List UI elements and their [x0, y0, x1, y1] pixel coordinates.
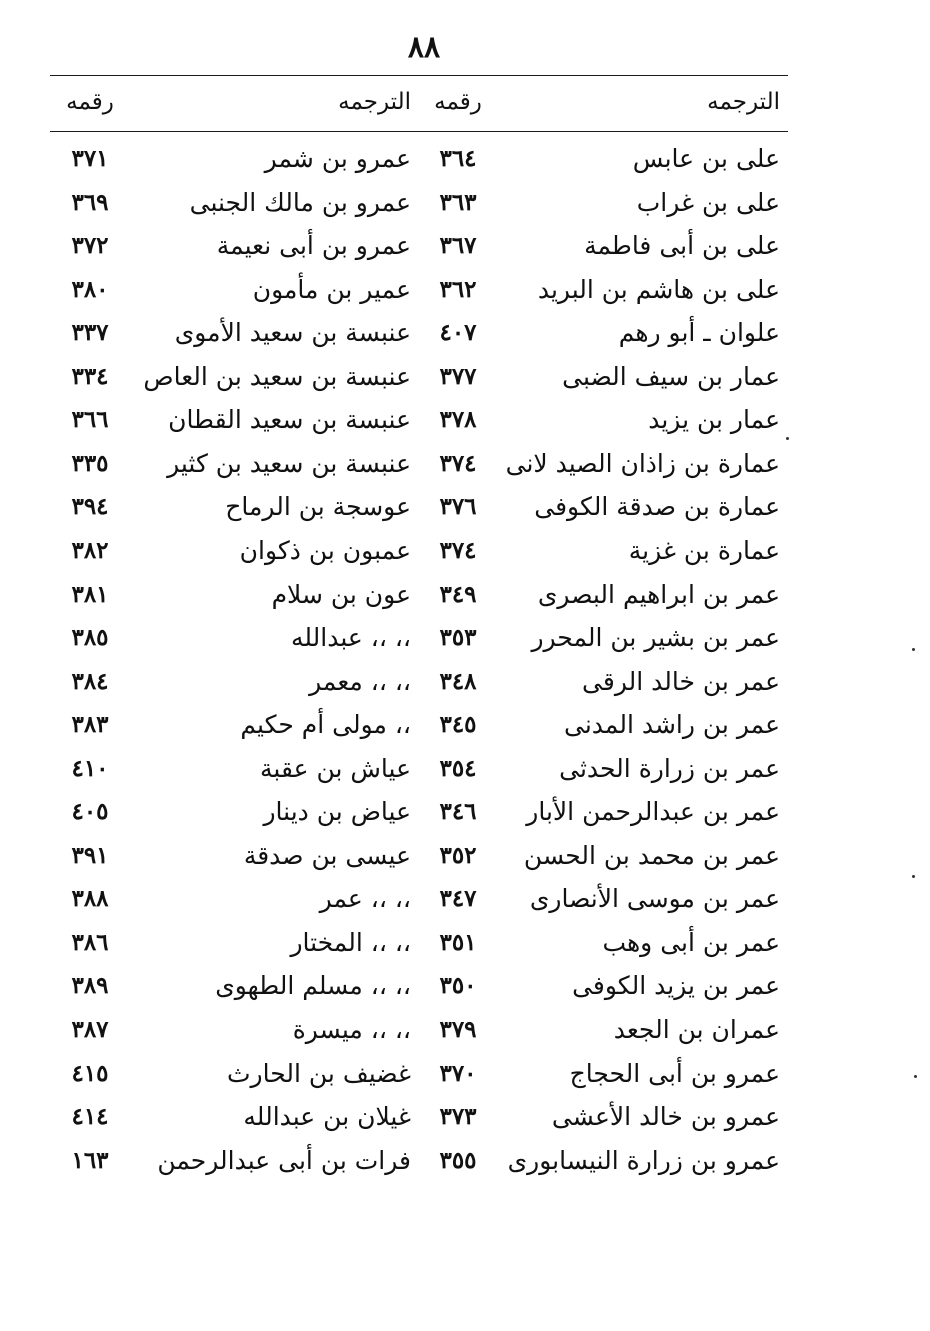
entry-number-right: ٣٧٠ — [439, 1059, 477, 1087]
entry-number-left: ٤١٠ — [71, 754, 109, 782]
entry-number-left: ٣٨٥ — [71, 624, 109, 651]
table-row — [50, 1010, 788, 1050]
entry-name-right: عمر بن عبدالرحمن الأبار — [526, 797, 780, 827]
entry-name-right: عمر بن بشير بن المحرر — [531, 623, 780, 652]
entry-number-left: ٣٨٠ — [71, 275, 109, 303]
entry-name-right: على بن عابس — [632, 144, 780, 173]
table-row — [50, 1097, 788, 1137]
entry-number-left: ٣٨٩ — [71, 972, 109, 1000]
entry-name-left: عنبسة بن سعيد بن العاص — [143, 361, 411, 391]
table-row — [50, 183, 788, 223]
entry-number-left: ٣٨٢ — [71, 537, 109, 564]
entry-name-right: عمار بن سيف الضبى — [562, 361, 780, 391]
table-row — [50, 662, 788, 702]
entry-number-left: ٣٨١ — [71, 580, 109, 608]
entry-name-left: غيلان بن عبدالله — [243, 1102, 411, 1132]
entry-number-right: ٣٧٩ — [439, 1016, 477, 1043]
entry-name-left: ،، ،، عبدالله — [291, 623, 411, 652]
entry-number-right: ٣٦٤ — [439, 145, 477, 172]
entry-name-right: عمرو بن أبى الحجاج — [569, 1058, 780, 1088]
table-row — [50, 313, 788, 353]
table-row — [50, 444, 788, 484]
entry-number-right: ٣٦٧ — [439, 232, 477, 260]
entry-number-left: ٣٧١ — [71, 145, 109, 172]
entry-number-left: ٤١٥ — [71, 1059, 109, 1087]
entry-name-right: عمرو بن زرارة النيسابورى — [507, 1145, 780, 1175]
entry-name-left: ،، ،، معمر — [309, 666, 411, 696]
entry-number-right: ٣٤٦ — [439, 798, 477, 826]
entry-name-left: عمرو بن شمر — [264, 144, 411, 173]
entry-name-right: علوان ـ أبو رهم — [618, 318, 780, 348]
entry-number-right: ٣٧٣ — [439, 1103, 477, 1131]
entry-name-right: عمر بن أبى وهب — [602, 927, 780, 957]
entry-number-right: ٣٦٣ — [439, 188, 477, 216]
table-row — [50, 923, 788, 963]
table-row — [50, 618, 788, 658]
table-row — [50, 575, 788, 615]
entry-number-right: ٣٤٥ — [439, 711, 477, 739]
entry-number-left: ٣٨٨ — [71, 885, 109, 913]
entry-name-left: ،، ،، ميسرة — [292, 1015, 411, 1044]
entry-number-left: ٣٦٩ — [71, 188, 109, 216]
entry-number-right: ٣٧٦ — [439, 493, 477, 521]
entry-name-right: على بن أبى فاطمة — [584, 231, 780, 261]
table-row — [50, 705, 788, 745]
table-row — [50, 1054, 788, 1094]
table-row — [50, 1141, 788, 1181]
entry-number-left: ٣٧٢ — [71, 232, 109, 260]
entry-number-right: ٣٥٢ — [439, 841, 477, 869]
entry-name-right: عمر بن محمد بن الحسن — [523, 840, 780, 870]
margin-speck — [914, 1075, 917, 1078]
entry-name-right: عمر بن زرارة الحدثى — [559, 753, 780, 783]
table-row — [50, 357, 788, 397]
entry-name-right: عمر بن يزيد الكوفى — [572, 971, 780, 1001]
entry-name-right: عمارة بن زاذان الصيد لانى — [505, 448, 780, 478]
entry-number-right: ٣٧٧ — [439, 362, 477, 390]
entry-name-right: عمارة بن صدقة الكوفى — [534, 492, 780, 522]
entry-number-right: ٣٥٤ — [439, 754, 477, 782]
entry-number-right: ٤٠٧ — [439, 319, 477, 347]
header-name-left: الترجمه — [338, 89, 411, 115]
table-row — [50, 139, 788, 179]
entry-name-right: عمر بن راشد المدنى — [563, 710, 780, 740]
entry-name-right: عمارة بن غزية — [628, 536, 780, 565]
entry-number-left: ٣٣٧ — [71, 319, 109, 347]
entry-name-left: فرات بن أبى عبدالرحمن — [157, 1145, 411, 1175]
entry-number-left: ٤١٤ — [71, 1103, 109, 1131]
entry-number-right: ٣٥٠ — [439, 972, 477, 1000]
header-number-right: رقمه — [434, 89, 482, 115]
entry-number-right: ٣٤٨ — [439, 667, 477, 695]
entry-number-left: ١٦٣ — [71, 1146, 109, 1174]
table-row — [50, 966, 788, 1006]
entry-name-left: عمير بن مأمون — [252, 274, 411, 304]
entry-name-left: غضيف بن الحارث — [227, 1058, 411, 1088]
page-number: ٨٨ — [407, 30, 441, 65]
entry-name-left: عنبسة بن سعيد بن كثير — [167, 448, 411, 478]
entry-name-right: عمران بن الجعد — [613, 1015, 780, 1044]
entry-number-right: ٣٧٤ — [439, 537, 477, 564]
entry-number-right: ٣٦٢ — [439, 275, 477, 303]
margin-speck — [786, 437, 789, 440]
top-rule — [50, 75, 788, 76]
entry-name-left: عنبسة بن سعيد القطان — [168, 405, 411, 435]
header-name-right: الترجمه — [707, 89, 780, 115]
header-rule — [50, 131, 788, 132]
entry-number-right: ٣٤٩ — [439, 580, 477, 608]
table-row — [50, 400, 788, 440]
entry-number-right: ٣٤٧ — [439, 885, 477, 913]
entry-name-left: عمرو بن مالك الجنبى — [189, 187, 411, 217]
margin-speck — [912, 875, 915, 878]
entry-number-left: ٣٦٦ — [71, 406, 109, 434]
entry-number-right: ٣٧٨ — [439, 406, 477, 434]
entry-name-left: ،، ،، مسلم الطهوى — [215, 971, 411, 1001]
table-row — [50, 836, 788, 876]
entry-name-left: عوسجة بن الرماح — [225, 492, 411, 522]
header-number-left: رقمه — [66, 89, 114, 115]
entry-name-left: عون بن سلام — [271, 579, 411, 609]
entry-name-right: على بن غراب — [636, 187, 780, 217]
entry-name-right: عمر بن موسى الأنصارى — [529, 884, 780, 914]
margin-speck — [912, 648, 915, 651]
entry-name-left: عمرو بن أبى نعيمة — [216, 231, 411, 261]
entry-name-right: عمر بن ابراهيم البصرى — [537, 579, 780, 609]
entry-number-left: ٤٠٥ — [71, 798, 109, 826]
table-row — [50, 487, 788, 527]
entry-name-right: عمار بن يزيد — [648, 405, 780, 435]
entry-name-right: على بن هاشم بن البريد — [537, 274, 780, 304]
entry-name-left: ،، مولى أم حكيم — [240, 710, 411, 740]
entry-number-left: ٣٩١ — [71, 841, 109, 869]
entry-name-right: عمرو بن خالد الأعشى — [551, 1102, 780, 1132]
table-row — [50, 792, 788, 832]
entry-name-left: عياض بن دينار — [263, 797, 411, 827]
entry-number-left: ٣٨٦ — [71, 928, 109, 956]
table-row — [50, 749, 788, 789]
entry-name-left: عيسى بن صدقة — [243, 840, 411, 870]
table-row — [50, 270, 788, 310]
entry-name-left: عنبسة بن سعيد الأموى — [174, 318, 411, 348]
table-row — [50, 531, 788, 571]
entry-number-left: ٣٨٣ — [71, 711, 109, 739]
entry-number-right: ٣٥٥ — [439, 1146, 477, 1174]
entry-number-right: ٣٥٣ — [439, 624, 477, 651]
entry-name-right: عمر بن خالد الرقى — [582, 666, 780, 696]
entry-name-left: ،، ،، عمر — [319, 884, 411, 914]
entry-number-left: ٣٨٤ — [71, 667, 109, 695]
table-row — [50, 879, 788, 919]
entry-number-right: ٣٧٤ — [439, 449, 477, 477]
table-header — [50, 82, 788, 122]
entry-number-left: ٣٩٤ — [71, 493, 109, 521]
entry-number-right: ٣٥١ — [439, 928, 477, 956]
entry-number-left: ٣٣٤ — [71, 362, 109, 390]
table-row — [50, 226, 788, 266]
entry-number-left: ٣٨٧ — [71, 1016, 109, 1043]
entry-name-left: عمبون بن ذكوان — [239, 536, 411, 565]
entry-name-left: عياش بن عقبة — [260, 753, 411, 783]
entry-name-left: ،، ،، المختار — [290, 927, 411, 957]
entry-number-left: ٣٣٥ — [71, 449, 109, 477]
